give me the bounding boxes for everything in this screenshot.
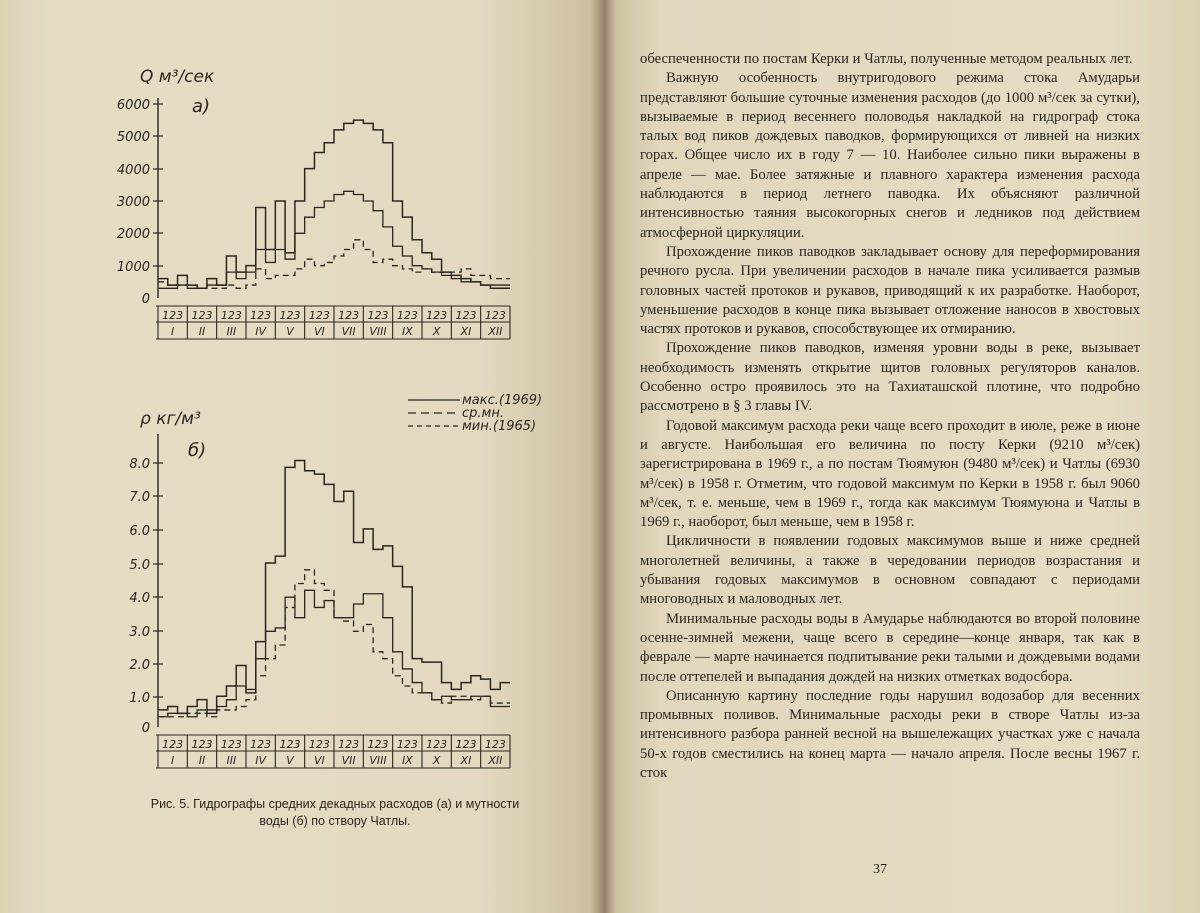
chart-legend: [408, 393, 542, 434]
chart-a-y-tick-label: 3000: [116, 195, 150, 210]
chart-b-y-tick-label: 5.0: [129, 558, 150, 573]
chart-b-panel-label: б): [188, 440, 207, 461]
paragraph: Описанную картину последние годы нарушил водозабор для весенних промывных поливов. Минимальные расходы реки в створе Чатлы из-за интенсивного разбора ранней весной на вышележащих участках уже с начала 50-х годов сместились на конец марта — начало апреля. После весны 1967 г. сток: [640, 687, 1140, 781]
chart-a-y-tick-label: 2000: [116, 227, 150, 242]
chart-b-y-tick-label: 3.0: [129, 625, 150, 640]
chart-a-decade-label: 123: [484, 309, 506, 322]
chart-a-y-tick-label: 0: [141, 292, 150, 307]
paragraph: Прохождение пиков паводков, изменяя уровни воды в реке, вызывает необходимость изменять открытие щитов головных регуляторов каналов. Особенно остро проявилось это на Тахиаташской плотине, что подробно рассмотрено в § 3 главы IV.: [640, 340, 1140, 415]
chart-a-month-label: I: [171, 325, 175, 338]
chart-a-decade-label: 123: [455, 309, 477, 322]
caption-line-1: Рис. 5. Гидрографы средних декадных расходов (а) и мутности: [150, 797, 520, 811]
chart-b-decade-label: 123: [220, 738, 242, 751]
chart-a-y-unit: Q м³/сек: [140, 67, 215, 87]
chart-a-month-label: X: [432, 325, 441, 338]
paragraph: Годовой максимум расхода реки чаще всего проходит в июле, реже в июне и августе. Наибольшая его величина по посту Керки (9210 м³/сек) зарегистрирована в 1969 г., а по постам Тюямуюн (9480 м³/сек) и Чатлы (6930 м³/сек) в 1958 г. Отметим, что годовой максимум по Керки в 1958 г. был 9060 м³/сек, т. е. меньше, чем в 1969 г., тогда как максимум Тюямуюна и Чатлы в 1969 г., наоборот, был меньше, чем в 1958 г.: [640, 417, 1140, 531]
chart-b-y-tick-label: 4.0: [129, 591, 150, 606]
chart-b-y-tick-label: 7.0: [129, 490, 150, 505]
chart-a-decade-label: 123: [308, 309, 330, 322]
chart-a-month-label: VII: [341, 325, 356, 338]
chart-b-month-label: VI: [313, 754, 325, 767]
chart-b-month-label: I: [171, 754, 175, 767]
chart-a-month-label: III: [226, 325, 237, 338]
chart-a-decade-label: 123: [220, 309, 242, 322]
legend-min-label: мин.(1965): [462, 419, 537, 434]
chart-b-series-min: [158, 570, 510, 717]
chart-b-y-tick-label: 1.0: [129, 691, 150, 706]
chart-a-y-tick-label: 4000: [116, 163, 150, 178]
chart-b-month-label: XII: [488, 754, 503, 767]
chart-b-decade-label: 123: [191, 738, 213, 751]
chart-a-series-max: [158, 120, 510, 288]
chart-b-y-tick-label: 0: [141, 721, 150, 736]
chart-b-decade-label: 123: [484, 738, 506, 751]
body-text: [640, 50, 1140, 783]
legend-mean-label: ср.мн.: [462, 406, 504, 421]
chart-a-month-label: VI: [313, 325, 325, 338]
chart-a-month-label: XII: [488, 325, 503, 338]
chart-b-y-tick-label: 8.0: [129, 457, 150, 472]
caption-line-2: воды (б) по створу Чатлы.: [259, 814, 411, 828]
chart-b-month-label: VIII: [369, 754, 387, 767]
chart-a-month-label: IX: [401, 325, 413, 338]
chart-a-decade-label: 123: [191, 309, 213, 322]
chart-b-series-max: [158, 461, 510, 714]
chart-a-y-tick-label: 6000: [116, 98, 150, 113]
chart-b-month-label: XI: [460, 754, 472, 767]
chart-a-series-min: [158, 240, 510, 288]
chart-b-decade-label: 123: [338, 738, 360, 751]
chart-b-y-tick-label: 2.0: [129, 658, 150, 673]
chart-a-month-label: VIII: [369, 325, 387, 338]
chart-b: [129, 434, 510, 768]
legend-max-label: макс.(1969): [462, 393, 543, 408]
paragraph: Прохождение пиков паводков закладывает основу для переформирования речного русла. При увеличении расходов в начале пика усиливается размыв головных частей протоков и рукавов, приводящий к их разработке. Наоборот, уменьшение расходов в конце пика вызывает отложение наносов в хвостовых частях протоков и рукавов, способствующее их отмиранию.: [640, 243, 1140, 338]
chart-a-y-tick-label: 1000: [116, 260, 150, 275]
chart-b-series-mean: [158, 590, 510, 716]
chart-b-decade-label: 123: [426, 738, 448, 751]
chart-b-decade-label: 123: [396, 738, 418, 751]
paragraph: Важную особенность внутригодового режима стока Амударьи представляют большие суточные изменения расходов (до 1000 м³/сек за сутки), вызываемые в период весеннего половодья накладкой на гидрограф стока талых вод пиков дождевых паводков, формирующихся от ливней на низких горах. Общее число их в году 7 — 10. Наиболее сильно пики выражены в апреле — мае. Более затяжные и плавного характера изменения расхода наблюдаются в период летнего паводка. Их объясняют различной интенсивностью таяния высокогорных снегов и ледников под действием атмосферной циркуляции.: [640, 70, 1140, 241]
chart-a-y-tick-label: 5000: [116, 130, 150, 145]
paragraph: обеспеченности по постам Керки и Чатлы, полученные методом реальных лет.: [640, 51, 1133, 67]
chart-a-month-label: II: [198, 325, 206, 338]
chart-a-decade-label: 123: [426, 309, 448, 322]
chart-b-decade-label: 123: [162, 738, 184, 751]
chart-a-decade-label: 123: [396, 309, 418, 322]
chart-b-month-label: IV: [255, 754, 267, 767]
page-number: 37: [873, 862, 887, 877]
chart-a-decade-label: 123: [279, 309, 301, 322]
chart-b-decade-label: 123: [308, 738, 330, 751]
chart-b-decade-label: 123: [455, 738, 477, 751]
chart-a-decade-label: 123: [338, 309, 360, 322]
paragraph: Минимальные расходы воды в Амударье наблюдаются во второй половине осенне-зимней межени, чаще всего в середине—конце января, так как в феврале — марте начинается подпитывание реки талыми и дождевыми водами после оттепелей и выпадания дождей на низких отметках водосбора.: [640, 610, 1140, 685]
chart-a-panel-label: а): [192, 96, 211, 117]
chart-a-month-label: IV: [255, 325, 267, 338]
chart-b-month-label: V: [286, 754, 294, 767]
chart-b-month-label: II: [198, 754, 206, 767]
figure-caption: [120, 796, 550, 830]
chart-b-y-tick-label: 6.0: [129, 524, 150, 539]
chart-b-month-label: IX: [401, 754, 413, 767]
chart-a-decade-label: 123: [162, 309, 184, 322]
paragraph: Цикличности в появлении годовых максимумов выше и ниже средней многолетней величины, а также в чередовании периодов возрастания и убывания годовых максимумов в основном совпадают с периодами многоводных и маловодных лет.: [640, 533, 1140, 608]
chart-b-month-label: III: [226, 754, 237, 767]
chart-a: [117, 98, 510, 339]
chart-a-decade-label: 123: [250, 309, 272, 322]
hydrograph-figure: [0, 0, 600, 790]
chart-b-y-unit: ρ кг/м³: [140, 409, 201, 429]
chart-b-decade-label: 123: [367, 738, 389, 751]
chart-a-month-label: XI: [460, 325, 472, 338]
chart-a-decade-label: 123: [367, 309, 389, 322]
chart-b-decade-label: 123: [279, 738, 301, 751]
chart-a-series-mean: [158, 191, 510, 288]
chart-b-month-label: X: [432, 754, 441, 767]
chart-a-month-label: V: [286, 325, 294, 338]
chart-b-month-label: VII: [341, 754, 356, 767]
chart-b-decade-label: 123: [250, 738, 272, 751]
